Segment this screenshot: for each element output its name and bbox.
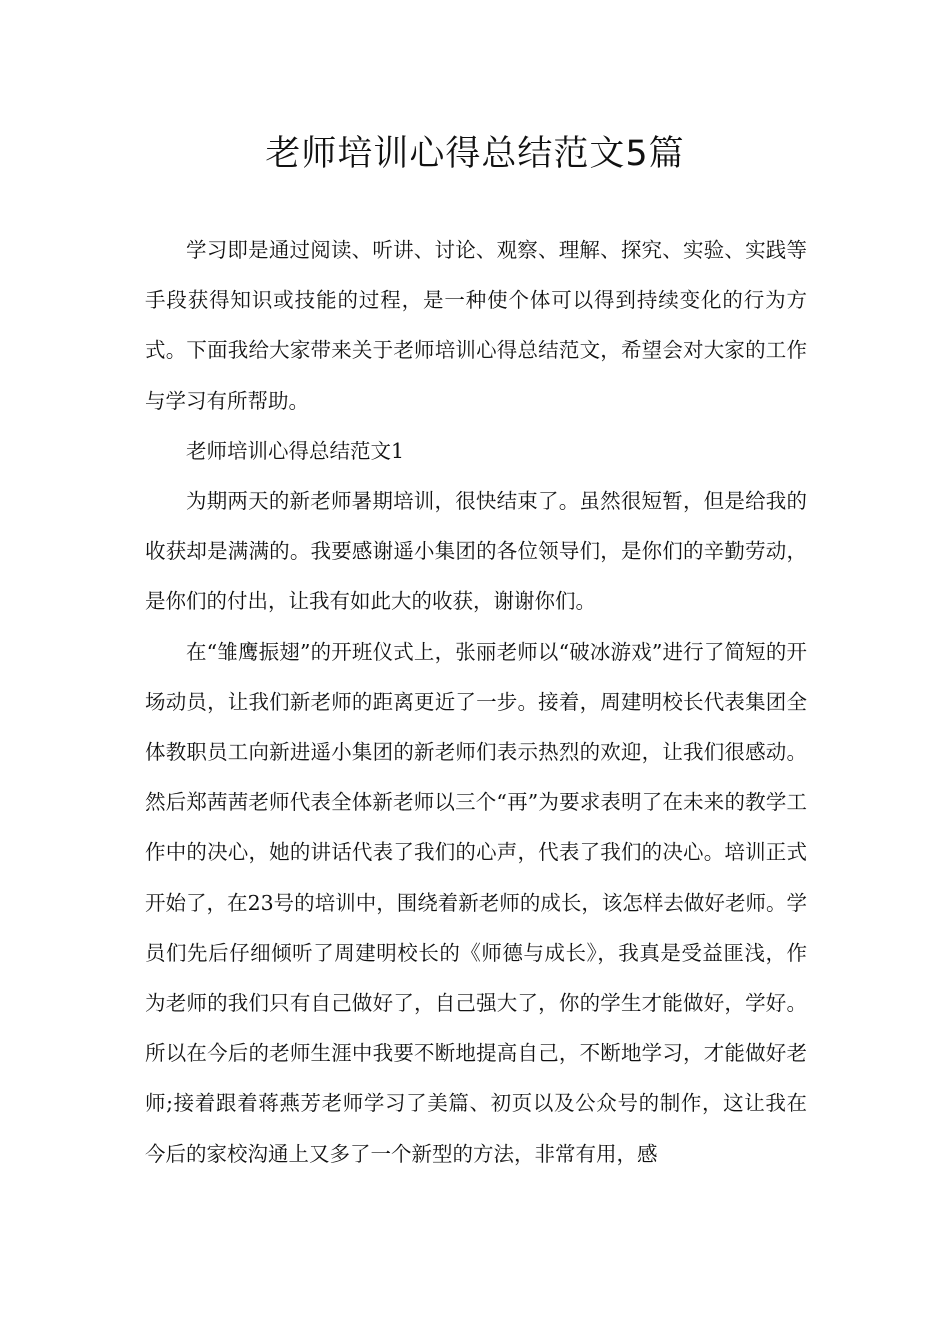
- intro-paragraph: 学习即是通过阅读、听讲、讨论、观察、理解、探究、实验、实践等手段获得知识或技能的过程，是一种使个体可以得到持续变化的行为方式。下面我给大家带来关于老师培训心得总结范文，希望会对大家的工作与学习有所帮助。: [145, 238, 807, 413]
- document-body: [145, 225, 807, 1179]
- body-paragraph: 在“雏鹰振翅”的开班仪式上，张丽老师以“破冰游戏”进行了简短的开场动员，让我们新老师的距离更近了一步。接着，周建明校长代表集团全体教职员工向新进遥小集团的新老师们表示热烈的欢迎，让我们很感动。然后郑茜茜老师代表全体新老师以三个“再”为要求表明了在未来的教学工作中的决心，她的讲话代表了我们的心声，代表了我们的决心。培训正式开始了，在23号的培训中，围绕着新老师的成长，该怎样去做好老师。学员们先后仔细倾听了周建明校长的《师德与成长》，我真是受益匪浅，作为老师的我们只有自己做好了，自己强大了，你的学生才能做好，学好。所以在今后的老师生涯中我要不断地提高自己，不断地学习，才能做好老师;接着跟着蒋燕芳老师学习了美篇、初页以及公众号的制作，这让我在今后的家校沟通上又多了一个新型的方法，非常有用，感: [145, 639, 807, 1166]
- body-paragraph: 为期两天的新老师暑期培训，很快结束了。虽然很短暂，但是给我的收获却是满满的。我要感谢遥小集团的各位领导们，是你们的辛勤劳动，是你们的付出，让我有如此大的收获，谢谢你们。: [145, 489, 807, 614]
- section-heading: 老师培训心得总结范文1: [186, 438, 405, 463]
- document-title: 老师培训心得总结范文5篇: [265, 134, 685, 174]
